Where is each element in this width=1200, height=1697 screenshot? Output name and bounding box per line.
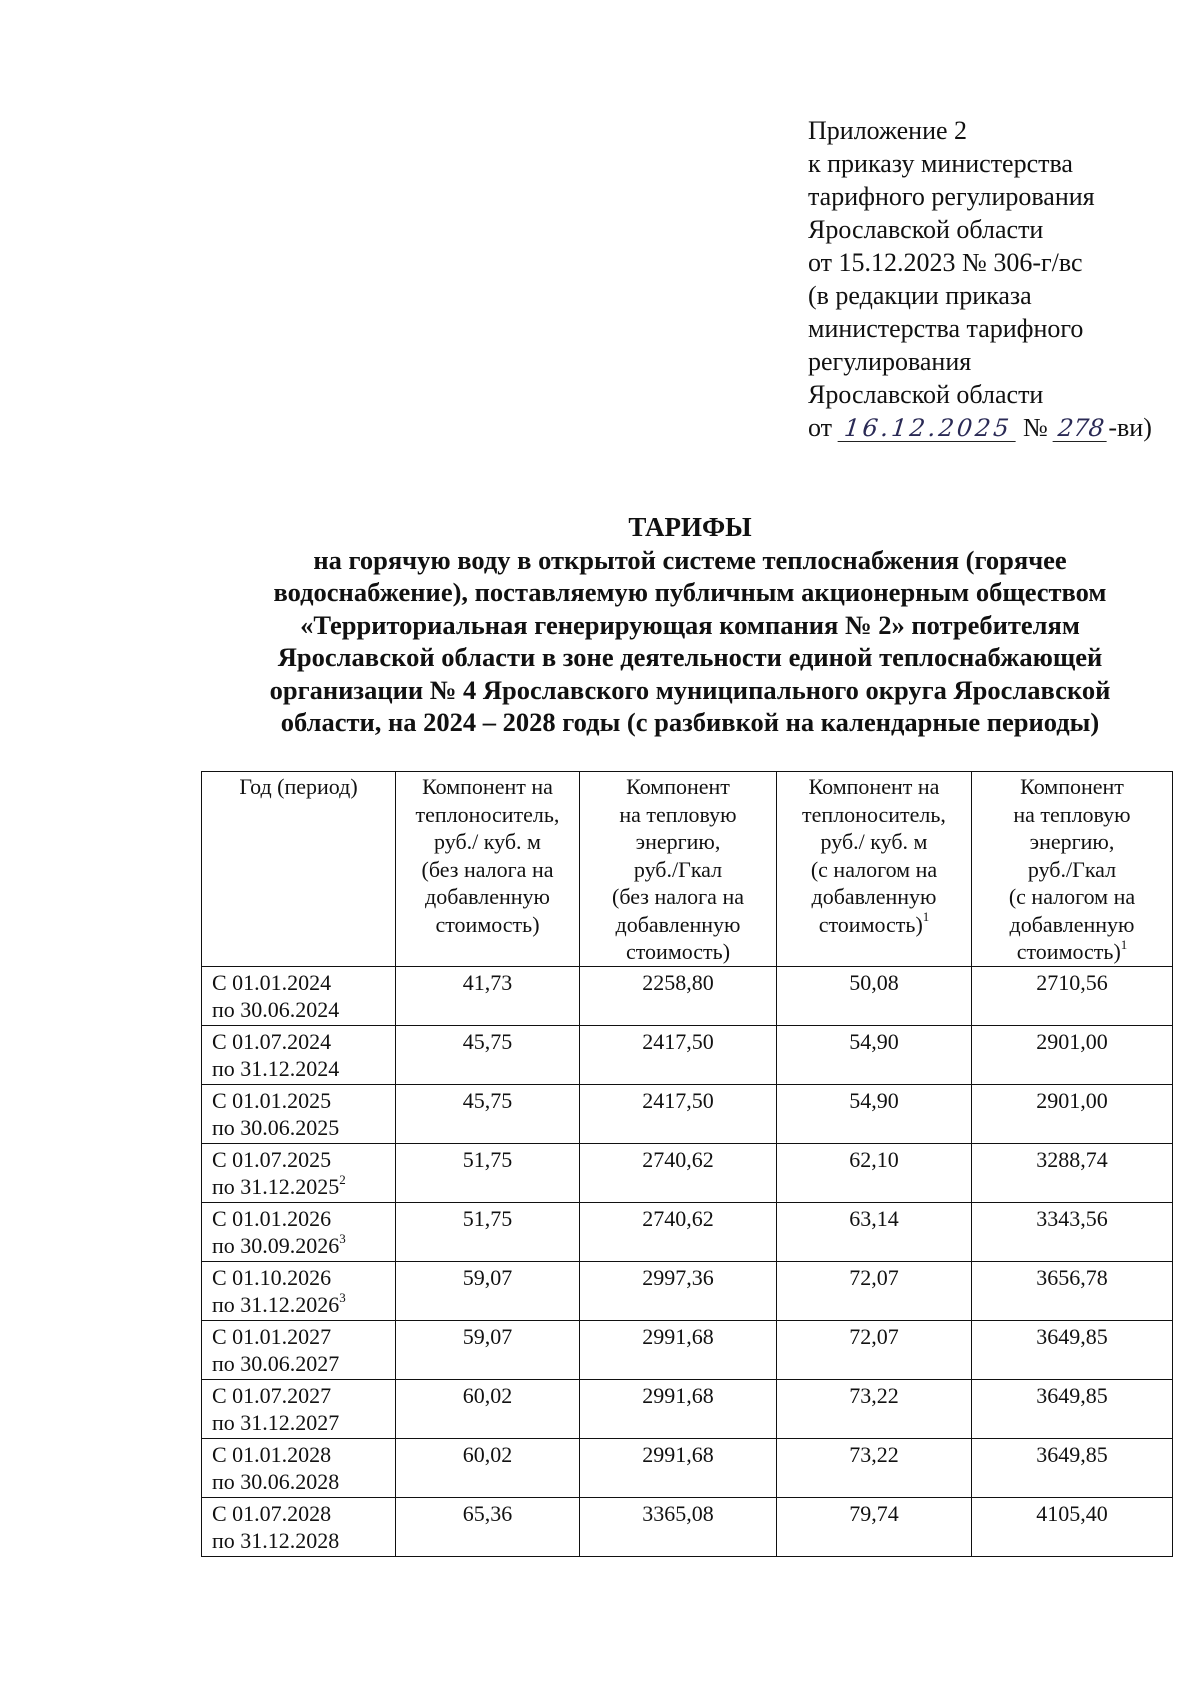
column-header-line: руб./Гкал [633, 856, 723, 882]
value-cell: 59,07 [396, 1261, 580, 1320]
title-line: Ярославской области в зоне деятельности единой теплоснабжающей [277, 642, 1103, 672]
column-header-line: Компонент [1020, 774, 1124, 799]
title-line: водоснабжение), поставляемую публичным акционерным обществом [273, 577, 1107, 607]
period-from: С 01.07.2028 [212, 1500, 332, 1526]
column-header [396, 772, 580, 967]
value-cell: 73,22 [777, 1438, 972, 1497]
period-to: по 30.06.2027 [212, 1351, 340, 1376]
period-cell [202, 1084, 396, 1143]
column-header-line: теплоноситель, [415, 801, 560, 827]
appendix-line: к приказу министерства [808, 149, 1073, 178]
footnote-marker: 2 [339, 1171, 346, 1187]
table-row [202, 1261, 1173, 1320]
period-cell [202, 1202, 396, 1261]
value-cell: 60,02 [396, 1438, 580, 1497]
column-header-line: Компонент на [808, 774, 940, 799]
period-to-line [212, 1055, 389, 1083]
column-header-line: теплоноситель, [802, 801, 946, 827]
period-from: С 01.07.2024 [212, 1028, 332, 1054]
appendix-line: тарифного регулирования [808, 182, 1095, 211]
value-cell: 51,75 [396, 1143, 580, 1202]
footnote-marker: 3 [339, 1230, 346, 1246]
period-to-line [212, 996, 389, 1024]
column-header-line: руб./ куб. м [820, 829, 928, 854]
value-cell: 45,75 [396, 1084, 580, 1143]
value-cell: 50,08 [777, 966, 972, 1025]
column-header-line: стоимость) [625, 939, 731, 964]
period-to-line [212, 1232, 389, 1260]
column-header [202, 772, 396, 967]
appendix-line: (в редакции приказа [808, 281, 1032, 310]
period-cell [202, 1261, 396, 1320]
value-cell: 3649,85 [972, 1438, 1173, 1497]
value-cell: 3343,56 [972, 1202, 1173, 1261]
period-to: по 31.12.2024 [212, 1056, 340, 1081]
appendix-from-prefix: от [808, 413, 833, 442]
column-header-line: энергию, [635, 829, 721, 854]
value-cell: 79,74 [777, 1497, 972, 1556]
column-header-line: Год (период) [239, 774, 358, 799]
value-cell: 4105,40 [972, 1497, 1173, 1556]
value-cell: 51,75 [396, 1202, 580, 1261]
column-header-line: добавленную [811, 884, 937, 909]
period-to: по 30.09.2026 [212, 1233, 340, 1258]
title-line: организации № 4 Ярославского муниципального округа Ярославской [269, 674, 1111, 705]
period-from: С 01.01.2027 [212, 1323, 332, 1349]
header-row [202, 772, 1173, 967]
column-header-line: стоимость) [1016, 939, 1121, 964]
table-row [202, 1379, 1173, 1438]
footnote-marker: 1 [1120, 936, 1128, 952]
column-header-line: Компонент [626, 774, 730, 799]
table-row [202, 1320, 1173, 1379]
value-cell: 72,07 [777, 1320, 972, 1379]
period-to-line [212, 1350, 389, 1378]
column-header-line: добавленную [1009, 911, 1135, 937]
period-from: С 01.01.2025 [212, 1087, 332, 1113]
appendix-line: от 15.12.2023 № 306-г/вс [808, 248, 1083, 277]
column-header [972, 772, 1173, 967]
document-title [180, 511, 1200, 739]
period-cell [202, 1025, 396, 1084]
period-from: С 01.01.2028 [212, 1441, 332, 1467]
appendix-suffix: -ви) [1108, 413, 1152, 442]
value-cell: 2997,36 [580, 1261, 777, 1320]
period-to: по 31.12.2025 [212, 1174, 340, 1199]
value-cell: 63,14 [777, 1202, 972, 1261]
column-header-line: стоимость) [435, 911, 540, 937]
period-from: С 01.07.2025 [212, 1146, 332, 1172]
appendix-line: Ярославской области [808, 215, 1044, 244]
value-cell: 2740,62 [580, 1202, 777, 1261]
value-cell: 2710,56 [972, 966, 1173, 1025]
handwritten-date: 16.12.2025 [837, 415, 1018, 442]
column-header-line: (с налогом на [810, 856, 938, 882]
column-header-line: руб./Гкал [1027, 856, 1117, 882]
value-cell: 2417,50 [580, 1084, 777, 1143]
period-to: по 31.12.2028 [212, 1528, 340, 1553]
column-header-line: добавленную [425, 884, 550, 909]
table-row [202, 1084, 1173, 1143]
value-cell: 2991,68 [580, 1438, 777, 1497]
period-to-line [212, 1114, 389, 1142]
period-cell [202, 966, 396, 1025]
appendix-block [808, 114, 1188, 444]
column-header-line: энергию, [1029, 829, 1115, 854]
footnote-marker: 1 [922, 909, 930, 925]
value-cell: 45,75 [396, 1025, 580, 1084]
value-cell: 62,10 [777, 1143, 972, 1202]
period-to-line [212, 1291, 389, 1319]
footnote-marker: 3 [339, 1289, 346, 1305]
value-cell: 2740,62 [580, 1143, 777, 1202]
column-header [777, 772, 972, 967]
period-cell [202, 1497, 396, 1556]
table-row [202, 966, 1173, 1025]
period-to-line [212, 1468, 389, 1496]
tariffs-table-body [202, 966, 1173, 1556]
value-cell: 3288,74 [972, 1143, 1173, 1202]
period-to: по 31.12.2027 [212, 1410, 340, 1435]
period-to: по 30.06.2028 [212, 1469, 340, 1494]
value-cell: 2258,80 [580, 966, 777, 1025]
column-header-line: стоимость) [818, 911, 923, 937]
value-cell: 41,73 [396, 966, 580, 1025]
period-to-line [212, 1527, 389, 1555]
column-header-line: Компонент на [422, 774, 553, 799]
value-cell: 2991,68 [580, 1379, 777, 1438]
value-cell: 2901,00 [972, 1084, 1173, 1143]
value-cell: 72,07 [777, 1261, 972, 1320]
table-row [202, 1202, 1173, 1261]
column-header-line-with-note [783, 911, 965, 939]
tariffs-table [201, 771, 1173, 1557]
value-cell: 3365,08 [580, 1497, 777, 1556]
column-header-line-with-note [978, 938, 1166, 966]
table-row [202, 1025, 1173, 1084]
handwritten-number: 278 [1053, 415, 1110, 442]
value-cell: 3649,85 [972, 1379, 1173, 1438]
period-cell [202, 1320, 396, 1379]
period-to: по 31.12.2026 [212, 1292, 340, 1317]
period-cell [202, 1143, 396, 1202]
table-row [202, 1497, 1173, 1556]
column-header-line: руб./ куб. м [434, 829, 541, 854]
appendix-line: министерства тарифного [808, 314, 1084, 343]
period-from: С 01.01.2024 [212, 969, 332, 995]
appendix-line: Ярославской области [808, 380, 1044, 409]
column-header-line: (без налога на [421, 856, 554, 882]
value-cell: 60,02 [396, 1379, 580, 1438]
value-cell: 2901,00 [972, 1025, 1173, 1084]
column-header-line: добавленную [615, 911, 741, 937]
column-header-line: (без налога на [612, 884, 744, 909]
value-cell: 65,36 [396, 1497, 580, 1556]
value-cell: 54,90 [777, 1084, 972, 1143]
appendix-line: регулирования [808, 347, 972, 376]
title-main: ТАРИФЫ [628, 512, 752, 542]
appendix-signature-line [808, 411, 1188, 444]
column-header [580, 772, 777, 967]
period-to: по 30.06.2024 [212, 997, 340, 1022]
title-line: «Территориальная генерирующая компания № 2» потребителям [300, 609, 1080, 640]
tariffs-table-head [202, 772, 1173, 967]
title-line: области, на 2024 – 2028 годы (с разбивкой на календарные периоды) [280, 707, 1100, 737]
title-line: на горячую воду в открытой системе теплоснабжения (горячее [313, 544, 1067, 575]
table-row [202, 1143, 1173, 1202]
table-row [202, 1438, 1173, 1497]
period-to-line [212, 1409, 389, 1437]
column-header-line: на тепловую [1013, 801, 1131, 827]
value-cell: 73,22 [777, 1379, 972, 1438]
value-cell: 2417,50 [580, 1025, 777, 1084]
column-header-line: на тепловую [619, 801, 737, 827]
value-cell: 3649,85 [972, 1320, 1173, 1379]
column-header-line: (с налогом на [1008, 884, 1136, 909]
period-to: по 30.06.2025 [212, 1115, 340, 1140]
number-sign: № [1023, 413, 1048, 442]
value-cell: 59,07 [396, 1320, 580, 1379]
appendix-line: Приложение 2 [808, 116, 968, 145]
period-from: С 01.01.2026 [212, 1205, 332, 1231]
period-cell [202, 1379, 396, 1438]
value-cell: 2991,68 [580, 1320, 777, 1379]
value-cell: 3656,78 [972, 1261, 1173, 1320]
period-cell [202, 1438, 396, 1497]
period-from: С 01.10.2026 [212, 1264, 332, 1290]
period-to-line [212, 1173, 389, 1201]
period-from: С 01.07.2027 [212, 1382, 332, 1408]
value-cell: 54,90 [777, 1025, 972, 1084]
